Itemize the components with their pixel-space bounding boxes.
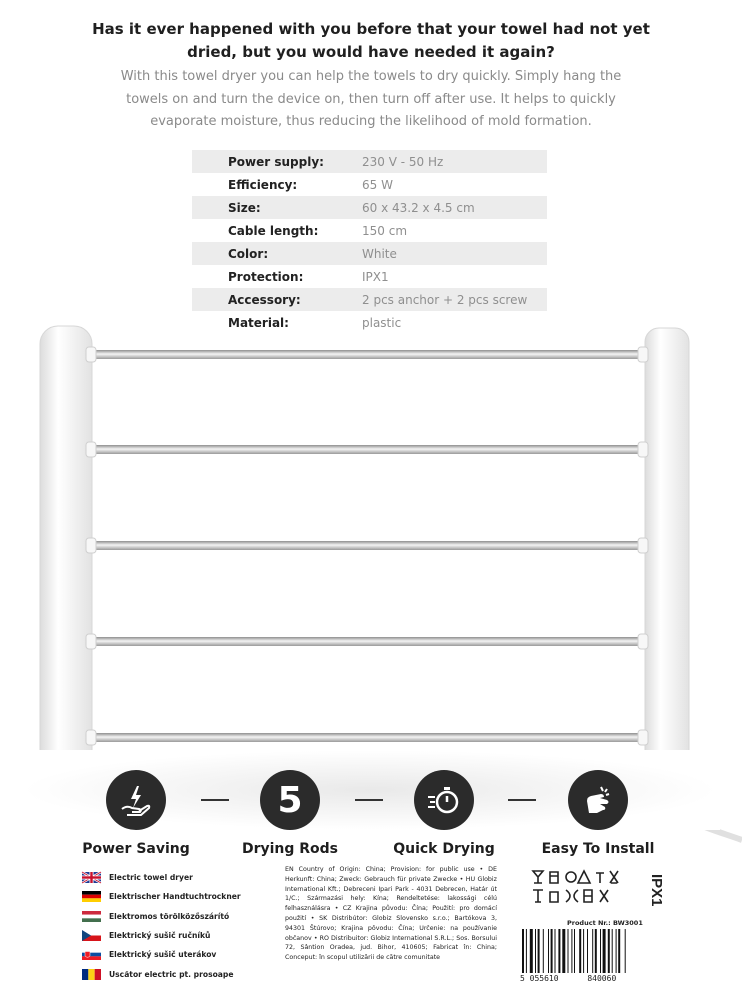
spec-key: Power supply: <box>192 150 362 173</box>
barcode-bar <box>603 929 606 973</box>
spec-row <box>192 196 547 219</box>
barcode-bar <box>558 929 560 973</box>
product-number: Product Nr.: BW3001 <box>567 919 643 927</box>
language-list <box>82 868 267 984</box>
spec-key: Protection: <box>228 269 304 284</box>
box-icon <box>550 872 558 883</box>
language-label: Uscător electric pt. prosoape <box>109 969 234 979</box>
ean-number <box>520 974 655 983</box>
barcode-bar <box>600 929 601 973</box>
package-icon <box>584 890 592 902</box>
spec-value: 230 V - 50 Hz <box>362 150 547 173</box>
intro-text: With this towel dryer you can help the towels to dry quickly. Simply hang the towels on and turn the device on, then turn off after use. It helps to quickly evaporate moisture, thus reducing the likelihood of mold formation. <box>120 69 622 129</box>
spec-value: 65 W <box>362 177 393 192</box>
spec-row <box>192 173 547 196</box>
language-label: Elektrischer Handtuchtrockner <box>109 892 241 902</box>
ro-flag-icon <box>82 969 101 980</box>
rod-count: 5 <box>277 779 303 821</box>
barcode <box>520 929 655 976</box>
barcode-bar <box>538 929 540 973</box>
weee-bin-icon <box>610 871 618 883</box>
list-item <box>82 945 267 964</box>
legal-text: EN Country of Origin: China; Provision: for public use • DE Herkunft: China; Zweck: Gebrauch für private Zwecke • HU Globiz International Kft.; Debreceni Ipari Park - 4031 Debrecen, Határ út 1/C.; Származási hely: Kína; Rendeltetése: lakossági célú felhasználásra • CZ Krajina původu: Čína; Použití: pro domácí použití • SK Distribútor: Globiz Slovensko s.r.o.; Bartókova 3, 94301 Štúrovo; Krajina pôvodu: Čína; Určenie: na používanie občanov • RO Distribuitor: Globiz International S.R.L.; Sos. Borsului 72, Sântion Oradea, jud. Bihor, 410605; Fabricat în: China; Conceput: în scopul utilizării de către comunitate <box>285 866 497 962</box>
uk-flag-icon <box>82 872 101 883</box>
package-info <box>0 862 742 989</box>
de-flag-icon <box>82 891 101 902</box>
recycle-icon <box>566 872 576 882</box>
ce-icon <box>550 892 558 902</box>
barcode-bar <box>551 929 553 973</box>
barcode-bar <box>618 929 620 973</box>
sk-flag-icon <box>82 949 101 960</box>
barcode-bar <box>526 929 527 973</box>
barcode-bar <box>548 929 549 973</box>
ean-left: 5 055610 <box>520 974 559 983</box>
barcode-bar <box>543 929 544 973</box>
spec-row <box>192 150 547 173</box>
feature-power-saving <box>61 770 211 857</box>
feature-easy-install <box>523 770 673 857</box>
warning-icon <box>578 871 590 883</box>
barcode-bar <box>612 929 613 973</box>
barcode-bar <box>583 929 584 973</box>
spec-key: Material: <box>228 315 289 330</box>
drying-rods <box>88 350 648 742</box>
spec-value: IPX1 <box>362 269 389 284</box>
stopwatch-icon <box>414 770 474 830</box>
protection-mark: IPX1 <box>648 874 665 907</box>
spec-value: 150 cm <box>362 223 408 238</box>
tidy-icon <box>566 890 578 902</box>
arrow-up-icon <box>533 890 543 902</box>
barcode-bar <box>616 929 617 973</box>
barcode-bar <box>571 929 572 973</box>
feature-label: Easy To Install <box>541 841 655 857</box>
number-five-icon <box>260 770 320 830</box>
language-label: Elektromos törölközőszárító <box>109 911 230 921</box>
feature-quick-drying <box>369 770 519 857</box>
spec-value: 60 x 43.2 x 4.5 cm <box>362 196 547 219</box>
barcode-bar <box>535 929 536 973</box>
headline: Has it ever happened with you before that your towel had not yet dried, but you would have needed it again? <box>92 20 650 61</box>
hu-flag-icon <box>82 911 101 922</box>
barcode-bar <box>608 929 610 973</box>
spec-key: Cable length: <box>228 223 319 238</box>
feature-label: Drying Rods <box>241 841 339 857</box>
spec-value: 2 pcs anchor + 2 pcs screw <box>362 288 547 311</box>
spec-value: plastic <box>362 315 402 330</box>
ean-right: 840060 <box>587 974 617 983</box>
barcode-bar <box>530 929 533 973</box>
spec-key: Accessory: <box>192 288 362 311</box>
spec-key: Color: <box>192 242 362 265</box>
spec-value: White <box>362 242 547 265</box>
packaging-symbols <box>530 868 665 910</box>
language-label: Elektrický sušič uterákov <box>109 950 217 960</box>
feature-icons-row <box>0 770 742 860</box>
spec-row <box>192 288 547 311</box>
barcode-bar <box>522 929 524 973</box>
hand-lightning-icon <box>106 770 166 830</box>
towel-dryer-illustration <box>0 320 742 790</box>
barcode-bar <box>592 929 593 973</box>
list-item <box>82 964 267 983</box>
barcode-bar <box>579 929 581 973</box>
list-item <box>82 887 267 906</box>
barcode-bar <box>595 929 597 973</box>
language-label: Electric towel dryer <box>109 873 193 883</box>
spec-row <box>192 219 547 242</box>
feature-label: Quick Drying <box>393 841 495 857</box>
barcode-bar <box>562 929 565 973</box>
barcode-bar <box>625 929 626 973</box>
list-item <box>82 907 267 926</box>
list-item <box>82 868 267 887</box>
glass-icon <box>533 871 543 883</box>
spec-row <box>192 265 547 288</box>
barcode-bar <box>568 929 569 973</box>
feature-label: Power Saving <box>82 841 190 857</box>
language-label: Elektrický sušič ručníků <box>109 931 211 941</box>
towel-dryer-image <box>0 320 742 790</box>
spec-key: Efficiency: <box>228 177 298 192</box>
cz-flag-icon <box>82 930 101 941</box>
spec-table <box>192 150 547 334</box>
spec-key: Size: <box>192 196 362 219</box>
snap-fingers-icon <box>568 770 628 830</box>
barcode-bar <box>555 929 556 973</box>
list-item <box>82 926 267 945</box>
umbrella-icon <box>596 873 604 883</box>
spec-row <box>192 242 547 265</box>
feature-drying-rods <box>215 770 365 857</box>
barcode-bar <box>574 929 575 973</box>
disposal-icon <box>600 890 608 902</box>
barcode-bar <box>587 929 588 973</box>
